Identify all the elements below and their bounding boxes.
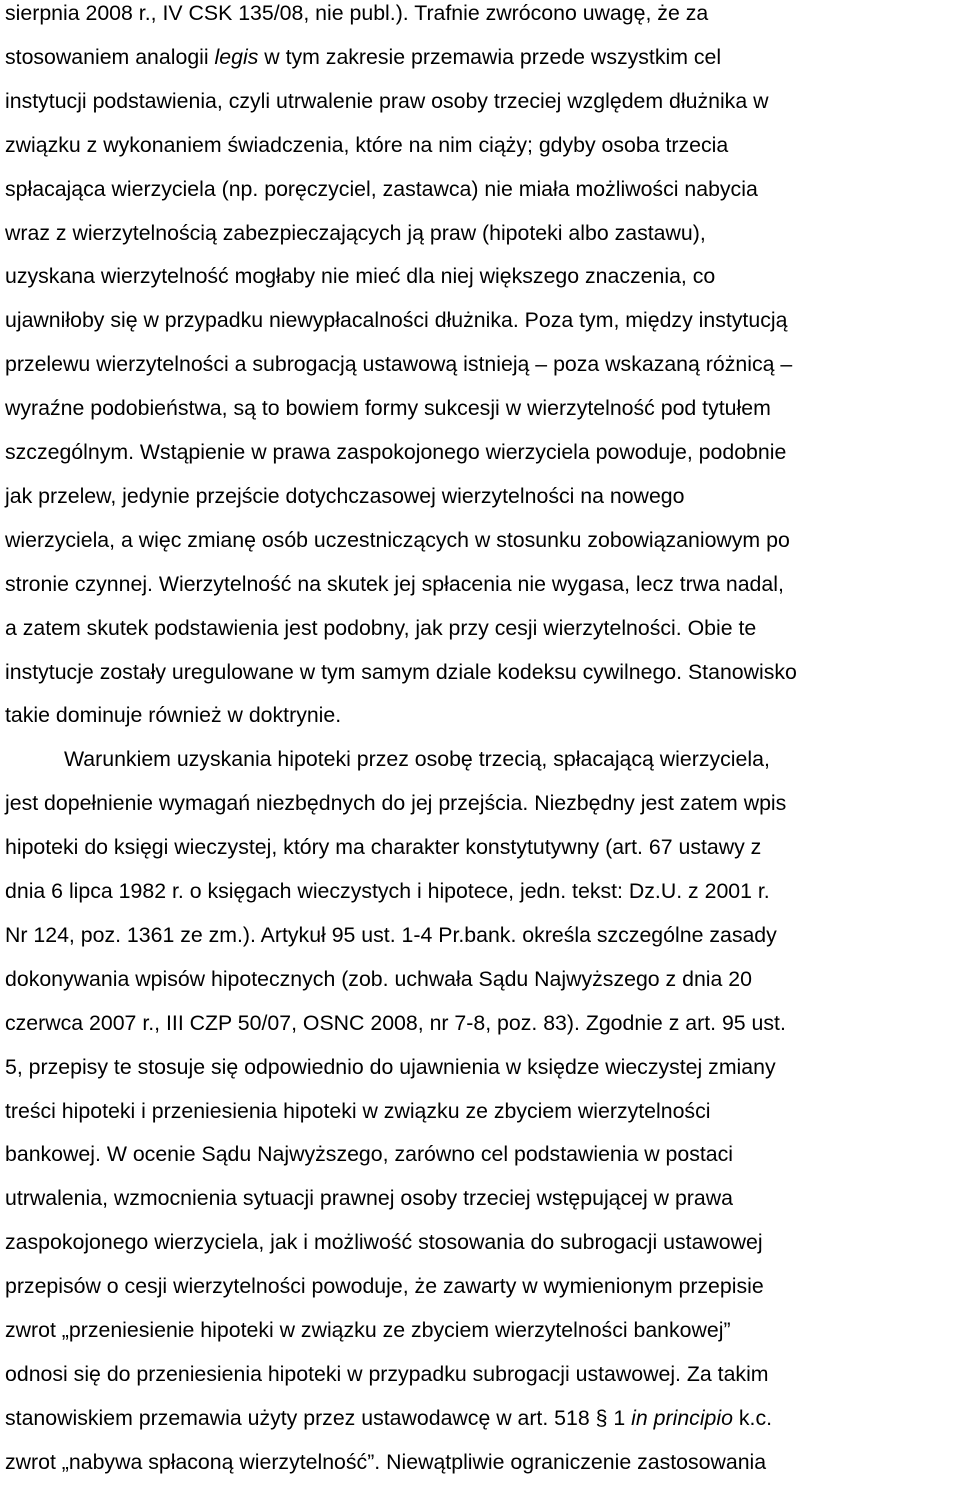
text-line: stanowiskiem przemawia użyty przez ustawodawcę w art. 518 § 1 in principio k.c. [5, 1406, 773, 1430]
text-line: jak przelew, jedynie przejście dotychczasowej wierzytelności na nowego [5, 484, 685, 508]
text-line: zaspokojonego wierzyciela, jak i możliwość stosowania do subrogacji ustawowej [5, 1230, 763, 1254]
text-line: Nr 124, poz. 1361 ze zm.). Artykuł 95 ust. 1-4 Pr.bank. określa szczególne zasady [5, 923, 777, 947]
text-line: związku z wykonaniem świadczenia, które na nim ciąży; gdyby osoba trzecia [5, 133, 729, 157]
text-line: dnia 6 lipca 1982 r. o księgach wieczystych i hipotece, jedn. tekst: Dz.U. z 2001 r. [5, 879, 770, 903]
text-line: zwrot „przeniesienie hipoteki w związku ze zbyciem wierzytelności bankowej” [5, 1318, 731, 1342]
paragraph-first-line: Warunkiem uzyskania hipoteki przez osobę trzecią, spłacającą wierzyciela, [64, 747, 770, 771]
text-line: przelewu wierzytelności a subrogacją ustawową istnieją – poza wskazaną różnicą – [5, 352, 793, 376]
text-line: czerwca 2007 r., III CZP 50/07, OSNC 2008, nr 7-8, poz. 83). Zgodnie z art. 95 ust. [5, 1011, 786, 1035]
text-line: stronie czynnej. Wierzytelność na skutek jej spłacenia nie wygasa, lecz trwa nadal, [5, 572, 784, 596]
text-line: wraz z wierzytelnością zabezpieczających ją praw (hipoteki albo zastawu), [5, 221, 706, 245]
text-line: jest dopełnienie wymagań niezbędnych do jej przejścia. Niezbędny jest zatem wpis [5, 791, 787, 815]
text-line: szczególnym. Wstąpienie w prawa zaspokojonego wierzyciela powoduje, podobnie [5, 440, 787, 464]
text-line: instytucji podstawienia, czyli utrwalenie praw osoby trzeciej względem dłużnika w [5, 89, 769, 113]
text-line: ujawniłoby się w przypadku niewypłacalności dłużnika. Poza tym, między instytucją [5, 308, 788, 332]
text-line: przepisów o cesji wierzytelności powoduje, że zawarty w wymienionym przepisie [5, 1274, 764, 1298]
text-line: utrwalenia, wzmocnienia sytuacji prawnej osoby trzeciej wstępującej w prawa [5, 1186, 733, 1210]
text-line: wyraźne podobieństwa, są to bowiem formy sukcesji w wierzytelność pod tytułem [5, 396, 771, 420]
text-line-content: stosowaniem analogii legis w tym zakresie przemawia przede wszystkim cel [5, 45, 722, 69]
text-line: odnosi się do przeniesienia hipoteki w przypadku subrogacji ustawowej. Za takim [5, 1362, 769, 1386]
text-line: spłacająca wierzyciela (np. poręczyciel, zastawca) nie miała możliwości nabycia [5, 177, 758, 201]
text-line: bankowej. W ocenie Sądu Najwyższego, zarówno cel podstawienia w postaci [5, 1142, 734, 1166]
text-line: dokonywania wpisów hipotecznych (zob. uchwała Sądu Najwyższego z dnia 20 [5, 967, 752, 991]
text-line: takie dominuje również w doktrynie. [5, 703, 342, 727]
text-line: 5, przepisy te stosuje się odpowiednio do ujawnienia w księdze wieczystej zmiany [5, 1055, 776, 1079]
text-line: hipoteki do księgi wieczystej, który ma charakter konstytutywny (art. 67 ustawy z [5, 835, 762, 859]
text-line [5, 44, 721, 70]
text-line: sierpnia 2008 r., IV CSK 135/08, nie publ.). Trafnie zwrócono uwagę, że za [5, 1, 709, 25]
text-line: a zatem skutek podstawienia jest podobny, jak przy cesji wierzytelności. Obie te [5, 616, 757, 640]
text-line: zwrot „nabywa spłaconą wierzytelność”. Niewątpliwie ograniczenie zastosowania [5, 1450, 767, 1474]
text-line: treści hipoteki i przeniesienia hipoteki w związku ze zbyciem wierzytelności [5, 1099, 711, 1123]
text-line: instytucje zostały uregulowane w tym samym dziale kodeksu cywilnego. Stanowisko [5, 660, 797, 684]
text-line: uzyskana wierzytelność mogłaby nie mieć dla niej większego znaczenia, co [5, 264, 716, 288]
text-line: wierzyciela, a więc zmianę osób uczestniczących w stosunku zobowiązaniowym po [5, 528, 790, 552]
